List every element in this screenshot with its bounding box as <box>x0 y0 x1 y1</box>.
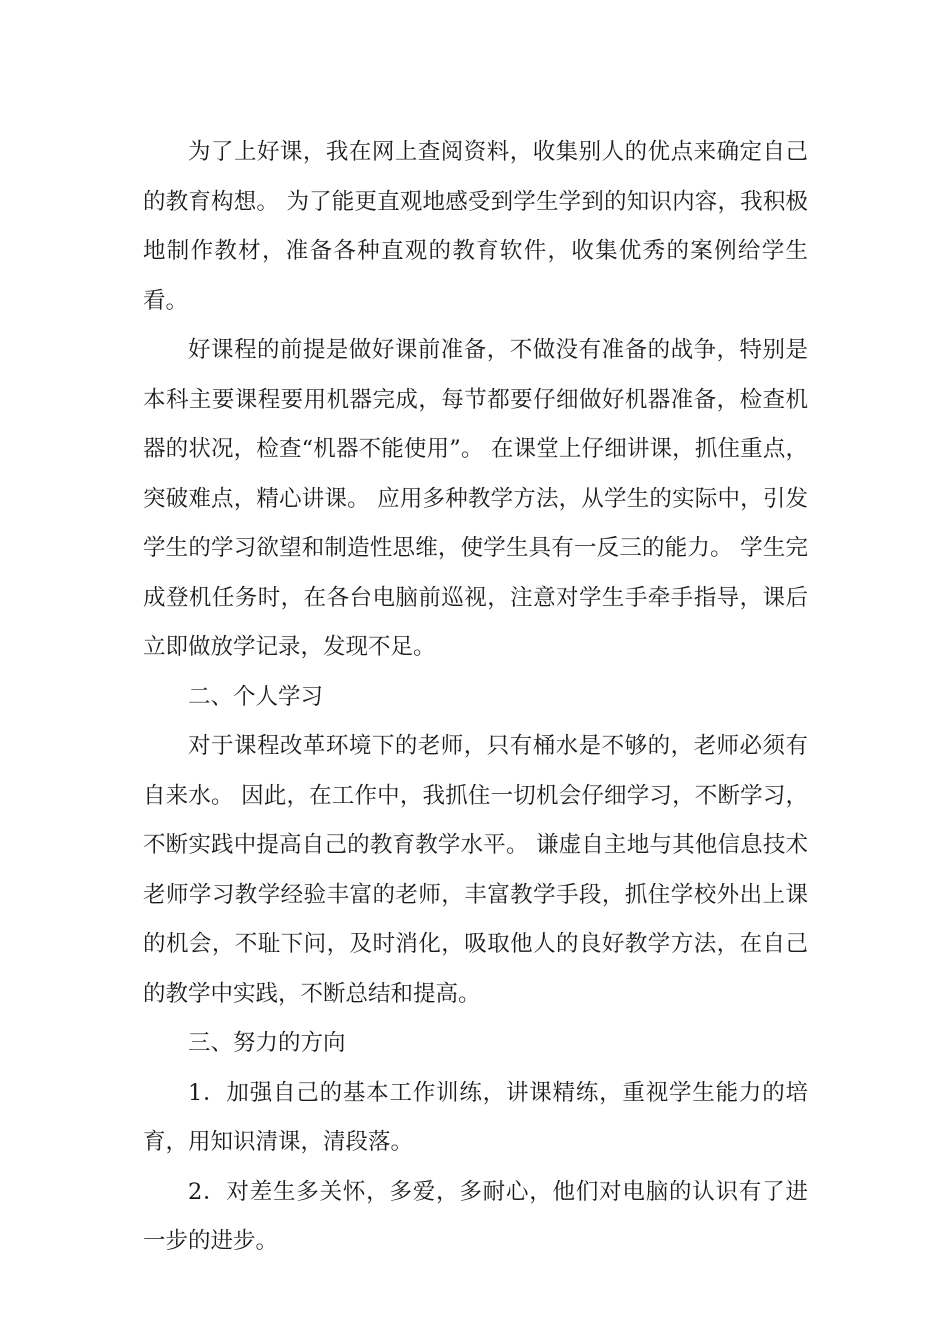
list-item-1: 1．加强自己的基本工作训练，讲课精练，重视学生能力的培育，用知识清课，清段落。 <box>143 1079 808 1155</box>
list-item-2: 2．对差生多关怀，多爱，多耐心，他们对电脑的认识有了进一步的进步。 <box>143 1178 808 1254</box>
paragraph-preparation: 为了上好课，我在网上查阅资料，收集别人的优点来确定自己的教育构想。 为了能更直观地感受到学生学到的知识内容，我积极地制作教材，准备各种直观的教育软件，收集优秀的案例给学生看。 <box>143 139 808 314</box>
section-heading-direction: 三、努力的方向 <box>188 1030 346 1056</box>
paragraph-lesson-prep: 好课程的前提是做好课前准备，不做没有准备的战争，特别是本科主要课程要用机器完成，每节都要仔细做好机器准备，检查机器的状况，检查“机器不能使用”。 在课堂上仔细讲课，抓住重点，突破难点，精心讲课。 应用多种教学方法，从学生的实际中，引发学生的学习欲望和制造性思维，使学生具有一反三的能力。 学生完成登机任务时，在各台电脑前巡视，注意对学生手牵手指导，课后立即做放学记录，发现不足。 <box>143 337 808 660</box>
section-heading-personal-study: 二、个人学习 <box>188 683 324 710</box>
paragraph-personal-study: 对于课程改革环境下的老师，只有桶水是不够的，老师必须有自来水。 因此，在工作中，我抓住一切机会仔细学习，不断学习，不断实践中提高自己的教育教学水平。 谦虚自主地与其他信息技术老师学习教学经验丰富的老师，丰富教学手段，抓住学校外出上课的机会，不耻下问，及时消化，吸取他人的良好教学方法，在自己的教学中实践，不断总结和提高。 <box>143 733 808 1007</box>
document-body <box>143 128 808 1267</box>
